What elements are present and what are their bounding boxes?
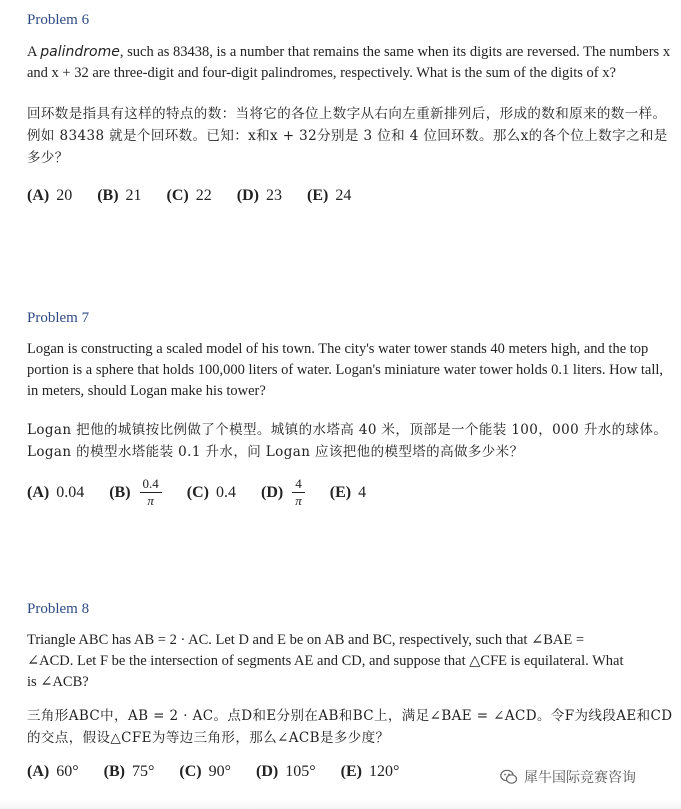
choice-d[interactable]: (D) 23	[236, 187, 282, 204]
choice-a[interactable]: (A) 60°	[27, 763, 79, 780]
problem-statement-zh: 回环数是指具有这样的特点的数：当将它的各位上数字从右向左重新排列后，形成的数和原来的数一样。例如 83438 就是个回环数。已知：x和x + 32分别是 3 位和 4 位回环数。那么x的各个位上数字之和是多少？	[27, 106, 668, 166]
problem-statement-en	[27, 42, 675, 84]
problem-title: Problem 8	[27, 601, 90, 617]
answer-choices	[27, 187, 675, 205]
problem-6	[27, 12, 675, 205]
watermark-text: 犀牛国际竞赛咨询	[524, 770, 636, 786]
problem-statement-en: Logan is constructing a scaled model of his town. The city's water tower stands 40 meters high, and the top portion is a sphere that holds 100,000 liters of water. Logan's miniature water tower holds 0.1 liters. How tall, in meters, should Logan make his tower?	[27, 341, 664, 399]
problem-title: Problem 7	[27, 310, 90, 326]
problem-title: Problem 6	[27, 12, 90, 28]
choice-c[interactable]: (C) 90°	[179, 763, 231, 780]
problem-8	[27, 601, 675, 781]
choice-e[interactable]: (E) 120°	[340, 763, 400, 780]
statement-prefix: A	[27, 44, 37, 60]
answer-choices	[27, 477, 675, 508]
fraction: $\frac{0.4}{\pi}$	[140, 477, 162, 508]
choice-a[interactable]: (A) 20	[27, 187, 73, 204]
choice-d[interactable]: (D) $\frac{4}{\pi}$	[261, 477, 305, 508]
choice-b[interactable]: (B) $\frac{0.4}{\pi}$	[109, 477, 162, 508]
watermark	[500, 767, 636, 787]
choice-c[interactable]: (C) 0.4	[186, 483, 237, 501]
wechat-icon	[500, 769, 518, 785]
term-palindrome: palindrome	[40, 44, 120, 60]
choice-d[interactable]: (D) 105°	[255, 763, 316, 780]
choice-b[interactable]: (B) 75°	[103, 763, 155, 780]
bottom-fade	[0, 800, 681, 809]
statement-body: , such as 83438, is a number that remains the same when its digits are reversed. The numbers x and x + 32 are three-digit and four-digit palindromes, respectively. What is the sum of the digits of x?	[27, 44, 671, 81]
choice-e[interactable]: (E) 4	[329, 483, 367, 501]
problem-7	[27, 310, 675, 508]
choice-b[interactable]: (B) 21	[97, 187, 142, 204]
choice-a[interactable]: (A) 0.04	[27, 483, 85, 501]
choice-c[interactable]: (C) 22	[166, 187, 212, 204]
choice-e[interactable]: (E) 24	[306, 187, 352, 204]
problem-statement-zh: 三角形ABC中，AB = 2 · AC。点D和E分别在AB和BC上，满足∠BAE = ∠ACD。令F为线段AE和CD的交点，假设△CFE为等边三角形，那么∠ACB是多少度？	[27, 708, 673, 746]
problem-statement-en: Triangle ABC has AB = 2 · AC. Let D and E be on AB and BC, respectively, such that ∠BAE = ∠ACD. Let F be the intersection of segments AE and CD, and suppose that △CFE is equilateral. What is ∠ACB?	[27, 632, 624, 690]
problem-statement-zh: Logan 把他的城镇按比例做了个模型。城镇的水塔高 40 米，顶部是一个能装 100，000 升水的球体。Logan 的模型水塔能装 0.1 升水，问 Logan 应该把他的模型塔的高做多少米？	[27, 422, 668, 460]
fraction: $\frac{4}{\pi}$	[292, 477, 305, 508]
